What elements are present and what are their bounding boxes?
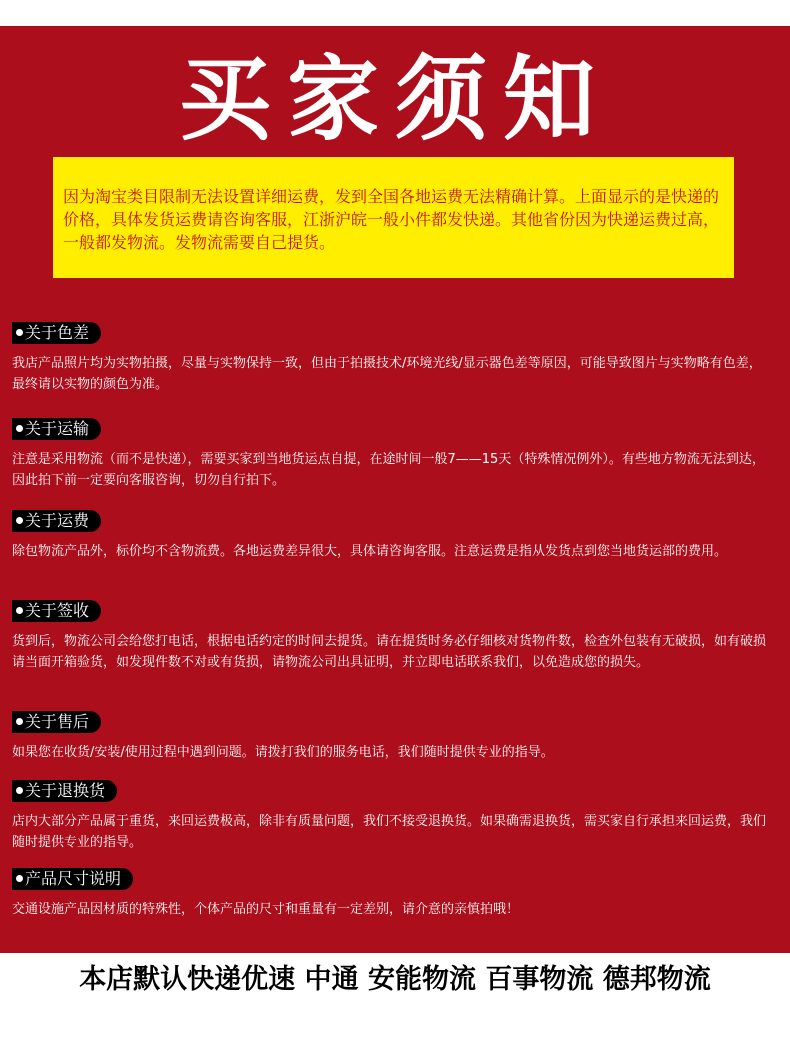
section-after-sales <box>12 711 782 763</box>
section-shipping-fee <box>12 510 782 562</box>
section-returns <box>12 780 782 853</box>
section-heading-badge <box>12 868 133 890</box>
section-heading: 关于运费 <box>25 511 90 530</box>
section-text: 注意是采用物流（而不是快递），需要买家到当地货运点自提，在途时间一般7——15天（特殊情况例外）。有些地方物流无法到达，因此拍下前一定要向客服咨询，切勿自行拍下。 <box>12 452 765 488</box>
shipping-notice-box: 因为淘宝类目限制无法设置详细运费，发到全国各地运费无法精确计算。上面显示的是快递的价格，具体发货运费请咨询客服，江浙沪皖一般小件都发快递。其他省份因为快递运费过高，一般都发物流。发物流需要自己提货。 <box>53 157 734 278</box>
section-heading-badge <box>12 600 101 622</box>
section-heading-badge <box>12 322 101 344</box>
section-text: 交通设施产品因材质的特殊性，个体产品的尺寸和重量有一定差别，请介意的亲慎拍哦！ <box>12 902 520 917</box>
section-heading: 关于售后 <box>25 712 90 731</box>
bullet-dot-icon <box>16 875 23 882</box>
bullet-dot-icon <box>16 787 23 794</box>
section-text: 货到后，物流公司会给您打电话，根据电话约定的时间去提货。请在提货时务必仔细核对货物件数，检查外包装有无破损，如有破损请当面开箱验货，如发现件数不对或有货损，请物流公司出具证明，并立即电话联系我们，以免造成您的损失。 <box>12 634 767 670</box>
default-couriers-footer: 本店默认快递优速 中通 安能物流 百事物流 德邦物流 <box>79 964 711 995</box>
bullet-dot-icon <box>16 718 23 725</box>
section-transport <box>12 418 782 491</box>
section-heading-badge <box>12 711 101 733</box>
bullet-dot-icon <box>16 607 23 614</box>
section-color-difference <box>12 322 782 395</box>
section-text: 如果您在收货/安装/使用过程中遇到问题。请拨打我们的服务电话，我们随时提供专业的指导。 <box>12 745 554 760</box>
section-heading-badge <box>12 418 101 440</box>
section-heading-badge <box>12 510 101 532</box>
section-heading: 关于退换货 <box>25 781 106 800</box>
section-heading: 关于运输 <box>25 419 90 438</box>
section-product-size <box>12 868 782 920</box>
section-text: 除包物流产品外，标价均不含物流费。各地运费差异很大，具体请咨询客服。注意运费是指从发货点到您当地货运部的费用。 <box>12 544 728 559</box>
section-receiving <box>12 600 782 673</box>
bullet-dot-icon <box>16 329 23 336</box>
section-heading: 关于签收 <box>25 601 90 620</box>
section-text: 店内大部分产品属于重货，来回运费极高，除非有质量问题，我们不接受退换货。如果确需退换货，需买家自行承担来回运费，我们随时提供专业的指导。 <box>12 814 767 850</box>
section-heading-badge <box>12 780 117 802</box>
page-title: 买家须知 <box>178 46 611 153</box>
bullet-dot-icon <box>16 425 23 432</box>
section-heading: 关于色差 <box>25 323 90 342</box>
section-text: 我店产品照片均为实物拍摄，尽量与实物保持一致，但由于拍摄技术/环境光线/显示器色差等原因，可能导致图片与实物略有色差，最终请以实物的颜色为准。 <box>12 356 762 392</box>
section-heading: 产品尺寸说明 <box>25 869 122 888</box>
bullet-dot-icon <box>16 517 23 524</box>
